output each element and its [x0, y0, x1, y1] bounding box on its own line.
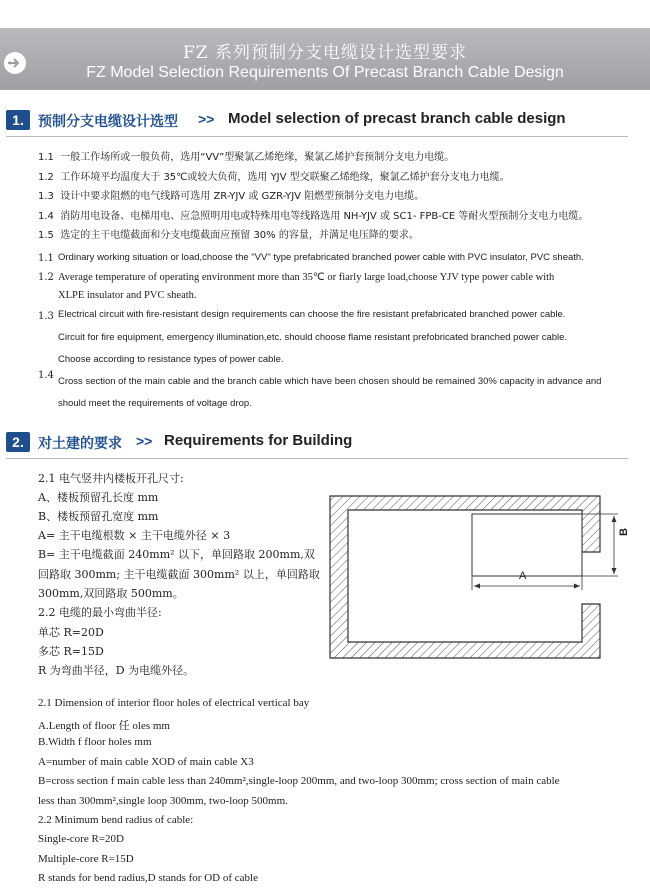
item-number: 1.2	[38, 172, 54, 183]
item-number: 1.4	[38, 211, 54, 222]
item-text: Choose according to resistance types of power cable.	[58, 354, 284, 365]
text-line: less than 300mm²,single loop 300mm, two-loop 500mm.	[38, 795, 288, 807]
item-number: 1.4	[38, 370, 54, 381]
item-text: Electrical circuit with fire-resistant design requirements can choose the fire resistant prefabricated branched power cable.	[58, 309, 566, 320]
section-arrow: >>	[198, 111, 215, 127]
item-text: XLPE insulator and PVC sheath.	[58, 290, 197, 301]
text-line: 300mm,双回路取 500mm。	[38, 587, 184, 600]
text-line: Single-core R=20D	[38, 833, 124, 845]
list-item	[38, 187, 424, 202]
item-text: Average temperature of operating environment more than 35℃ or fiarly large load,choose YJV type power cable with	[58, 272, 555, 283]
item-number: 1.3	[38, 311, 54, 322]
page-title-en: FZ Model Selection Requirements Of Precast Branch Cable Design	[86, 64, 564, 81]
list-item	[38, 226, 419, 241]
text-line: 回路取 300mm; 主干电缆截面 300mm² 以上，单回路取	[38, 568, 320, 581]
item-text: Ordinary working situation or load,choose the "VV" type prefabricated branched power cable with PVC insulator, PVC sheath.	[58, 252, 584, 263]
item-text: 选定的主干电缆截面和分支电缆截面应预留 30% 的容量，并满足电压降的要求。	[60, 230, 419, 241]
section-arrow: >>	[136, 433, 153, 449]
item-number: 1.5	[38, 230, 54, 241]
item-text: 设计中要求阻燃的电气线路可选用 ZR-YJV 或 GZR-YJV 阻燃型预制分支电力电缆。	[60, 191, 425, 202]
list-item	[38, 148, 454, 163]
section-title-cn: 预制分支电缆设计选型	[38, 114, 178, 130]
item-text: 工作环境平均温度大于 35℃或较大负荷，选用 YJV 型交联聚乙烯绝缘，聚氯乙烯护套分支电力电缆。	[60, 172, 510, 183]
list-item	[38, 168, 510, 183]
dimension-label-b: B	[618, 528, 630, 536]
text-line: A.Length of floor 任 oles mm	[38, 720, 170, 732]
dimension-label-a: A	[519, 570, 527, 582]
floor-hole-diagram	[328, 494, 638, 660]
item-number: 1.2	[38, 272, 54, 283]
list-item	[38, 207, 588, 222]
text-line: 单芯 R=20D	[38, 626, 104, 639]
text-line: 多芯 R=15D	[38, 645, 104, 658]
text-line: B= 主干电缆截面 240mm² 以下，单回路取 200mm,双	[38, 548, 315, 561]
text-line: Multiple-core R=15D	[38, 853, 134, 865]
text-line: B.Width f floor holes mm	[38, 736, 152, 748]
text-line: R 为弯曲半径，D 为电缆外径。	[38, 664, 195, 677]
item-text: Cross section of the main cable and the branch cable which have been chosen should be remained 30% capacity in advance and	[58, 376, 602, 387]
section-title-en: Requirements for Building	[164, 432, 353, 449]
section-divider	[6, 458, 628, 459]
text-line: 2.1 电气竖井内楼板开孔尺寸:	[38, 472, 184, 485]
text-line: 2.1 Dimension of interior floor holes of electrical vertical bay	[38, 697, 310, 709]
item-text: Circuit for fire equipment, emergency illumination,etc. should choose flame resistant prefobricated branched power cable.	[58, 332, 568, 343]
section-2-header	[6, 432, 626, 454]
item-number: 1.3	[38, 191, 54, 202]
section-title-en: Model selection of precast branch cable design	[228, 110, 566, 127]
text-line: R stands for bend radius,D stands for OD of cable	[38, 872, 258, 884]
text-line: A= 主干电缆根数 × 主干电缆外径 × 3	[38, 529, 231, 542]
text-line: A=number of main cable XOD of main cable X3	[38, 756, 254, 768]
item-text: should meet the requirements of voltage drop.	[58, 398, 252, 409]
text-line: 2.2 Minimum bend radius of cable:	[38, 814, 194, 826]
section-divider	[6, 136, 628, 137]
item-number: 1.1	[38, 152, 54, 163]
text-line: 2.2 电缆的最小弯曲半径:	[38, 606, 162, 619]
text-line: B、楼板预留孔宽度 mm	[38, 510, 159, 523]
item-text: 消防用电设备、电梯用电、应急照明用电或特殊用电等线路选用 NH-YJV 或 SC1- FPB-CE 等耐火型预制分支电力电缆。	[60, 211, 589, 222]
section-title-cn: 对土建的要求	[38, 436, 122, 452]
page-title-cn: FZ 系列预制分支电缆设计选型要求	[182, 43, 467, 63]
item-number: 1.1	[38, 253, 54, 264]
section-number: 2.	[6, 432, 30, 452]
text-line: B=cross section f main cable less than 240mm²,single-loop 200mm, and two-loop 300mm; cross section of main cable	[38, 775, 560, 787]
section-1-header	[6, 110, 626, 132]
text-line: A、楼板预留孔长度 mm	[38, 491, 159, 504]
section-number: 1.	[6, 110, 30, 130]
item-text: 一般工作场所或一般负荷，选用“VV”型聚氯乙烯绝缘，聚氯乙烯护套预制分支电力电缆。	[60, 152, 455, 163]
